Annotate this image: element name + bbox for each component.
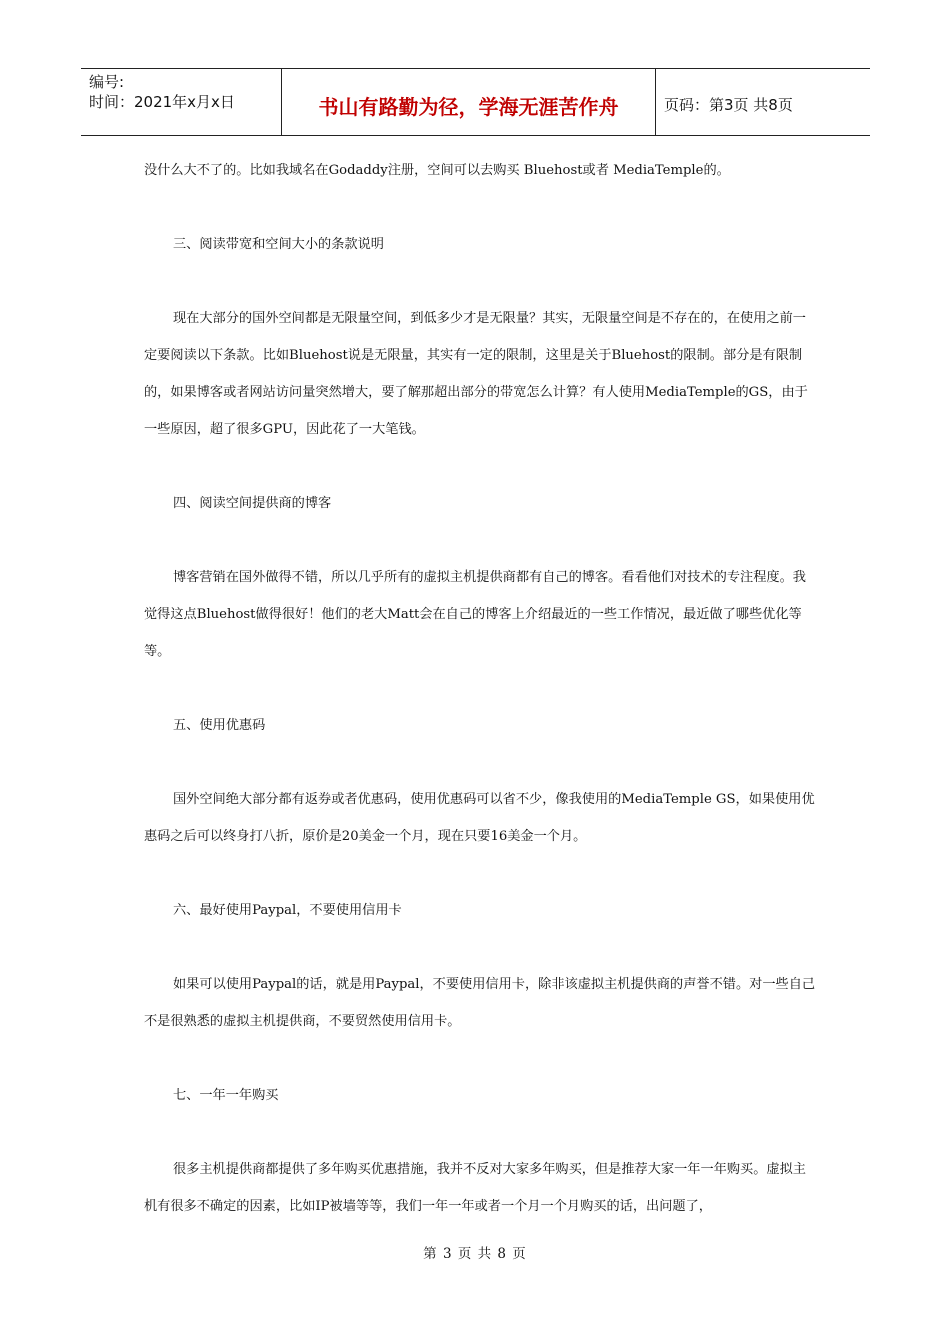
body-paragraph: 很多主机提供商都提供了多年购买优惠措施，我并不反对大家多年购买，但是推荐大家一年一年购买。虚拟主机有很多不确定的因素，比如IP被墙等等，我们一年一年或者一个月一个月购买的话，出问题了， xyxy=(144,1162,806,1214)
header-motto: 书山有路勤为径，学海无涯苦作舟 xyxy=(282,69,656,135)
page-header xyxy=(81,68,870,136)
page-footer: 第 3 页 共 8 页 xyxy=(423,1246,527,1262)
section-heading: 七、一年一年购买 xyxy=(173,1088,279,1103)
body-paragraph: 国外空间绝大部分都有返券或者优惠码，使用优惠码可以省不少，像我使用的MediaTemple GS，如果使用优惠码之后可以终身打八折，原价是20美金一个月，现在只要16美金一个月。 xyxy=(144,792,815,844)
body-paragraph: 没什么大不了的。比如我域名在Godaddy注册，空间可以去购买 Bluehost或者 MediaTemple的。 xyxy=(144,163,730,178)
section-heading: 五、使用优惠码 xyxy=(173,718,266,733)
section-heading: 六、最好使用Paypal，不要使用信用卡 xyxy=(173,903,402,918)
document-date: 时间：2021年x月x日 xyxy=(89,93,235,111)
section-heading: 四、阅读空间提供商的博客 xyxy=(173,496,332,511)
section-heading: 三、阅读带宽和空间大小的条款说明 xyxy=(173,237,384,252)
document-body xyxy=(144,152,816,1225)
body-paragraph: 现在大部分的国外空间都是无限量空间，到低多少才是无限量？其实，无限量空间是不存在的，在使用之前一定要阅读以下条款。比如Bluehost说是无限量，其实有一定的限制，这里是关于Bluehost的限制。部分是有限制的，如果博客或者网站访问量突然增大，要了解那超出部分的带宽怎么计算？有人使用MediaTemple的GS，由于一些原因，超了很多GPU，因此花了一大笔钱。 xyxy=(144,311,808,437)
body-paragraph: 博客营销在国外做得不错，所以几乎所有的虚拟主机提供商都有自己的博客。看看他们对技术的专注程度。我觉得这点Bluehost做得很好！他们的老大Matt会在自己的博客上介绍最近的一些工作情况，最近做了哪些优化等等。 xyxy=(144,570,806,659)
header-page-info: 页码：第3页 共8页 xyxy=(664,95,793,114)
header-meta xyxy=(81,69,282,135)
body-paragraph: 如果可以使用Paypal的话，就是用Paypal，不要使用信用卡，除非该虚拟主机提供商的声誉不错。对一些自己不是很熟悉的虚拟主机提供商，不要贸然使用信用卡。 xyxy=(144,977,816,1029)
document-number: 编号: xyxy=(89,73,125,91)
